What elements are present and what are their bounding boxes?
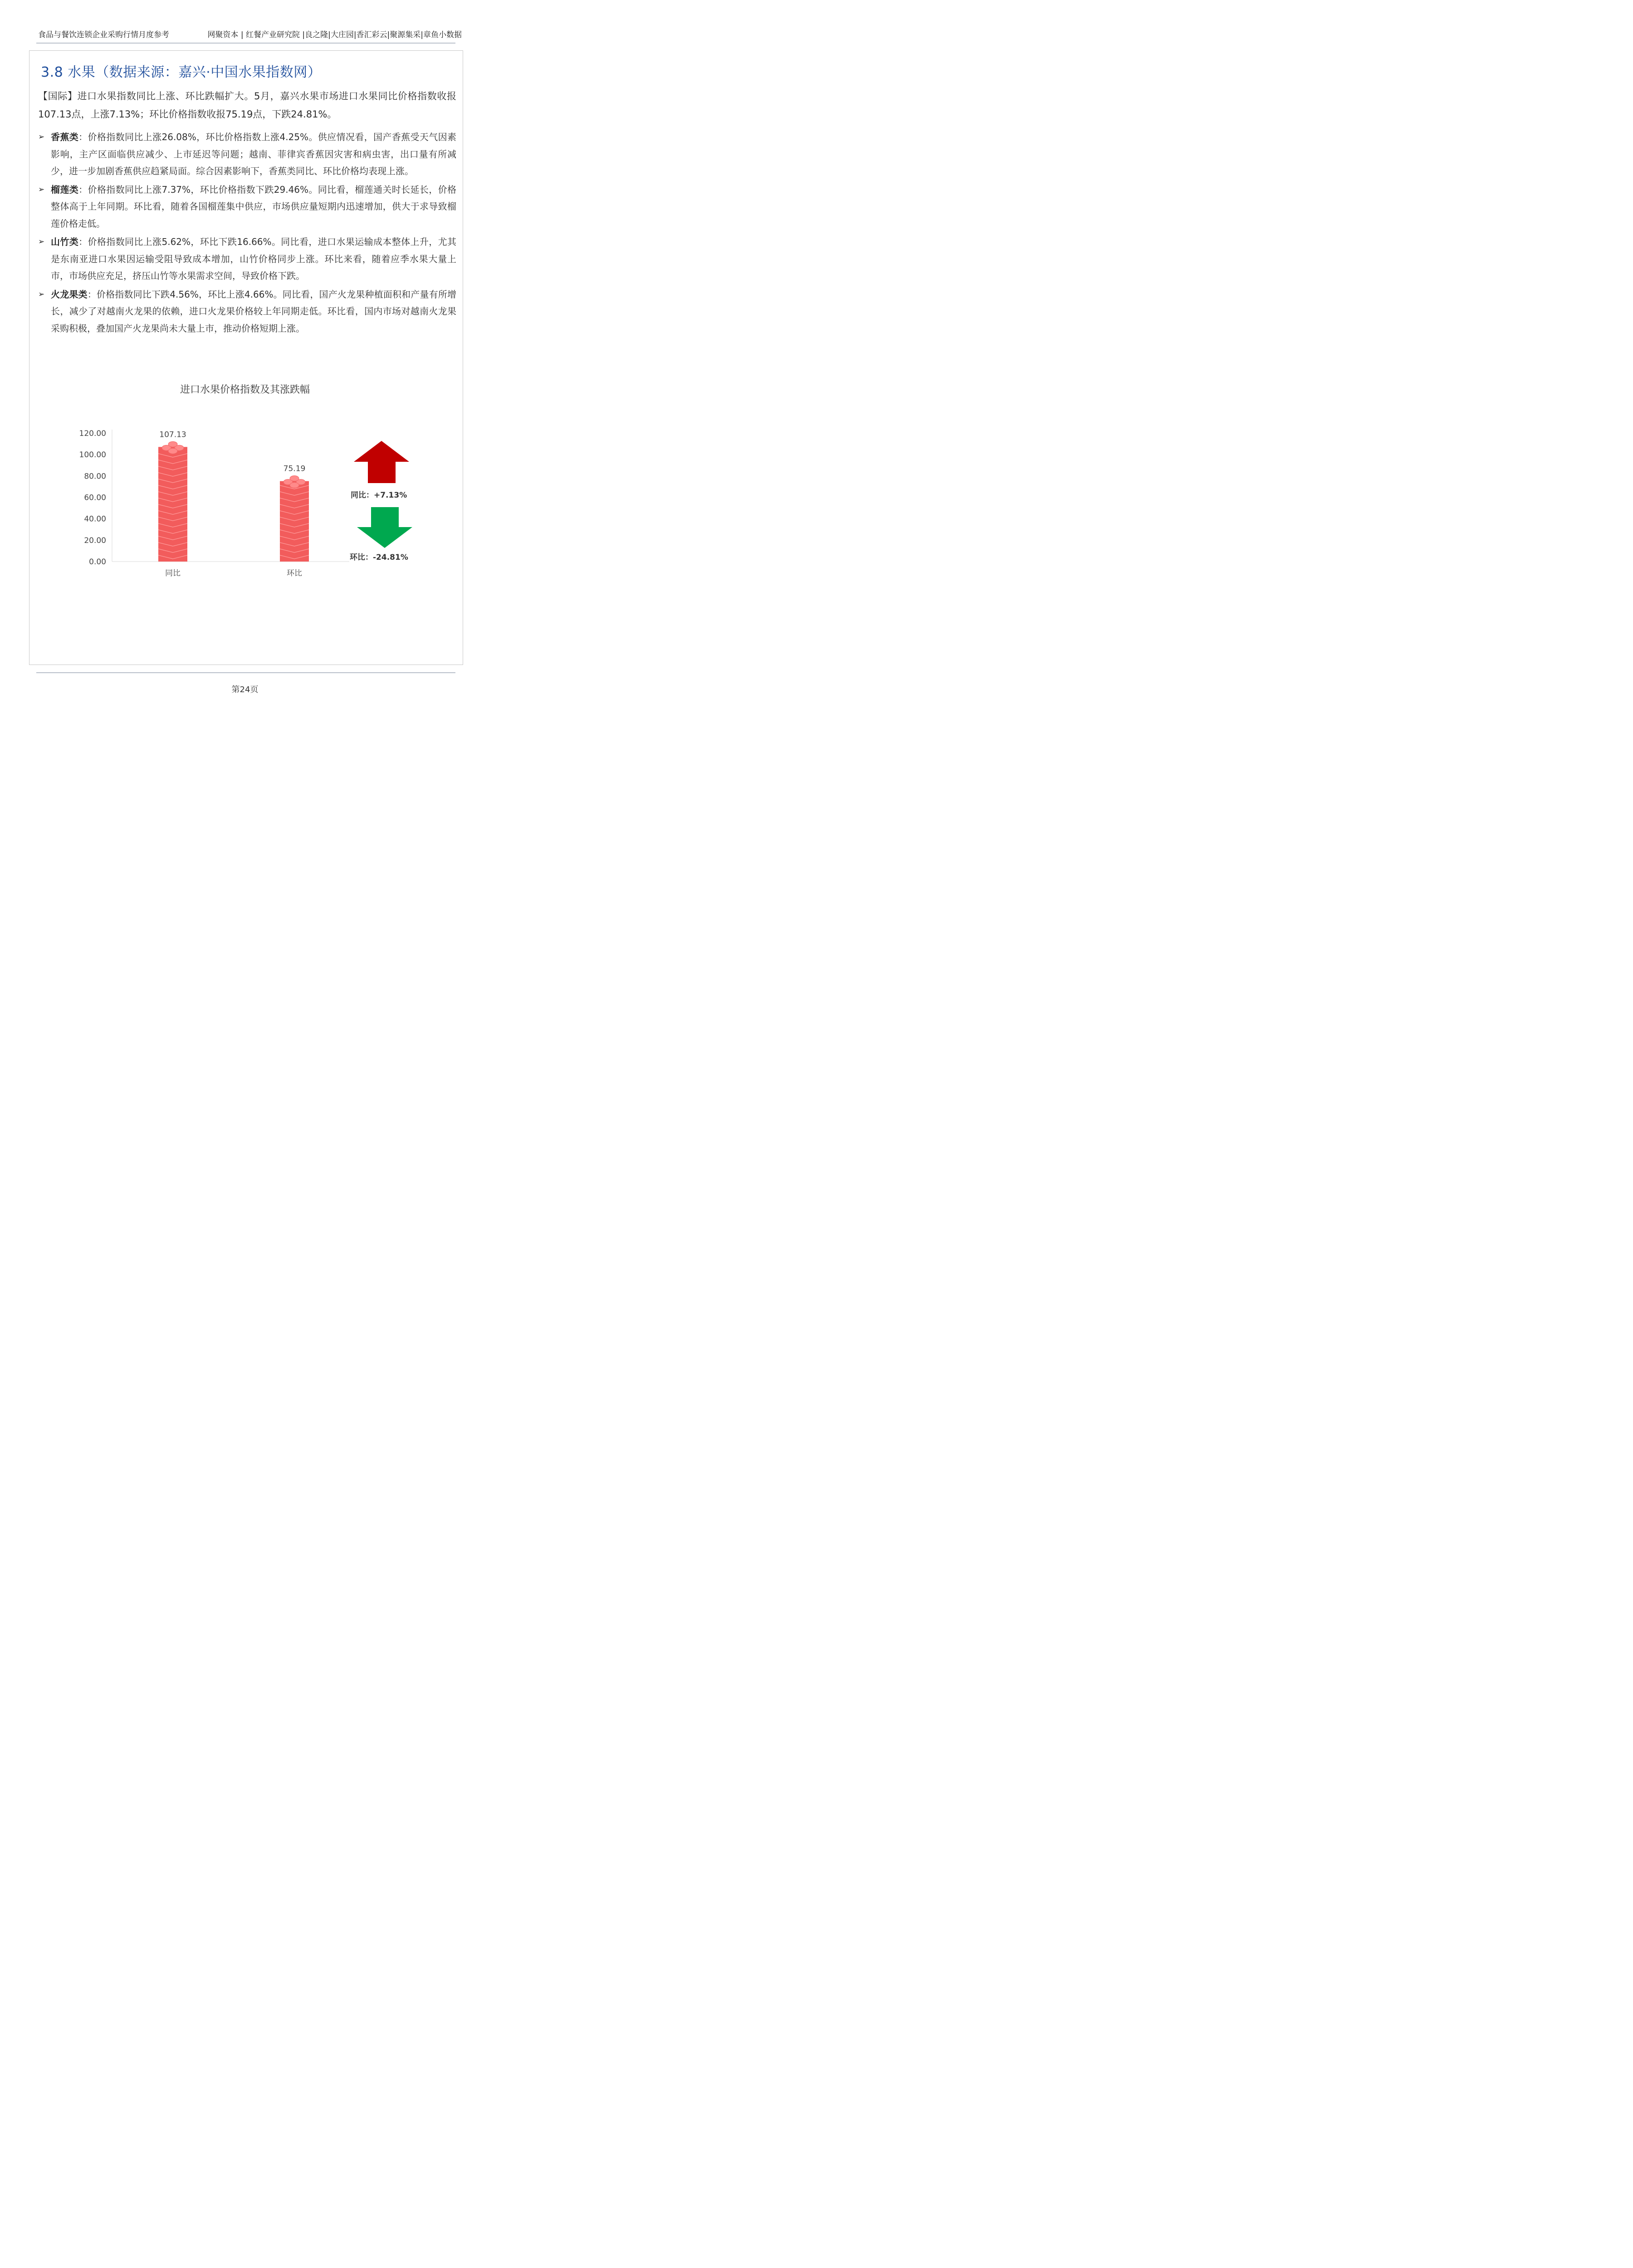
arrow-bullet-icon: ➢ xyxy=(38,289,45,299)
arrow-bullet-icon: ➢ xyxy=(38,237,45,246)
bar-stud xyxy=(290,483,299,488)
bullet-name: 香蕉类 xyxy=(51,132,79,142)
bullet-name: 山竹类 xyxy=(51,236,79,247)
chart-arrows-layer xyxy=(350,441,412,562)
bar-stud xyxy=(290,476,299,481)
y-tick-label: 100.00 xyxy=(79,450,106,460)
bullet-text: ：价格指数同比上涨26.08%，环比价格指数上涨4.25%。供应情况看，国产香蕉受天气因素影响，主产区面临供应减少、上市延迟等问题；越南、菲律宾香蕉因灾害和病虫害，出口量有所减少，进一步加剧香蕉供应趋紧局面。综合因素影响下，香蕉类同比、环比价格均表现上涨。 xyxy=(51,132,457,176)
bar xyxy=(158,447,187,562)
bullet-text: ：价格指数同比上涨5.62%，环比下跌16.66%。同比看，进口水果运输成本整体上升，尤其是东南亚进口水果因运输受阻导致成本增加，山竹价格同步上涨。环比来看，随着应季水果大量上市，市场供应充足，挤压山竹等水果需求空间，导致价格下跌。 xyxy=(51,236,457,281)
header-title: 食品与餐饮连锁企业采购行情月度参考 xyxy=(38,30,169,39)
y-tick-label: 20.00 xyxy=(84,536,106,545)
section-title: 3.8 水果（数据来源：嘉兴·中国水果指数网） xyxy=(41,64,322,80)
y-tick-label: 120.00 xyxy=(79,429,106,438)
arrow-bullet-icon: ➢ xyxy=(38,132,45,142)
header-sources: 网聚资本 | 红餐产业研究院 |良之隆|大庄园|香汇彩云|聚源集采|章鱼小数据 xyxy=(207,30,462,39)
y-tick-label: 0.00 xyxy=(89,557,106,567)
category-label: 同比 xyxy=(165,569,181,578)
data-label: 75.19 xyxy=(283,464,306,474)
category-label: 环比 xyxy=(287,569,302,578)
chart-title: 进口水果价格指数及其涨跌幅 xyxy=(180,384,310,396)
yoy-change-label: 同比：+7.13% xyxy=(351,491,407,500)
page-number: 第24页 xyxy=(231,685,259,694)
bullet-name: 火龙果类 xyxy=(51,288,88,300)
footer-divider xyxy=(36,672,455,673)
y-tick-label: 40.00 xyxy=(84,514,106,524)
chart-bars-layer xyxy=(158,441,309,562)
intro-paragraph: 【国际】进口水果指数同比上涨、环比跌幅扩大。5月，嘉兴水果市场进口水果同比价格指数收报107.13点，上涨7.13%；环比价格指数收报75.19点，下跌24.81%。 xyxy=(38,91,456,120)
price-index-chart xyxy=(0,0,490,635)
chart-axis-layer xyxy=(112,430,349,562)
bar-stud xyxy=(168,448,177,454)
bullet-name: 榴莲类 xyxy=(51,184,79,195)
bullet-text: ：价格指数同比下跌4.56%，环比上涨4.66%。同比看，国产火龙果种植面积和产量有所增长，减少了对越南火龙果的依赖，进口火龙果价格较上年同期走低。环比看，国内市场对越南火龙果采购积极，叠加国产火龙果尚未大量上市，推动价格短期上涨。 xyxy=(51,288,457,334)
mom-change-label: 环比：-24.81% xyxy=(350,553,408,562)
up-arrow-icon xyxy=(354,441,409,483)
bar xyxy=(280,481,309,562)
arrow-bullet-icon: ➢ xyxy=(38,185,45,194)
chart-labels-layer xyxy=(79,429,306,578)
down-arrow-icon xyxy=(357,507,412,548)
bar-stud xyxy=(168,441,177,447)
data-label: 107.13 xyxy=(159,430,186,440)
y-tick-label: 80.00 xyxy=(84,472,106,481)
y-tick-label: 60.00 xyxy=(84,493,106,503)
bullet-text: ：价格指数同比上涨7.37%，环比价格指数下跌29.46%。同比看，榴莲通关时长延长，价格整体高于上年同期。环比看，随着各国榴莲集中供应，市场供应量短期内迅速增加，供大于求导致榴莲价格走低。 xyxy=(51,184,457,229)
